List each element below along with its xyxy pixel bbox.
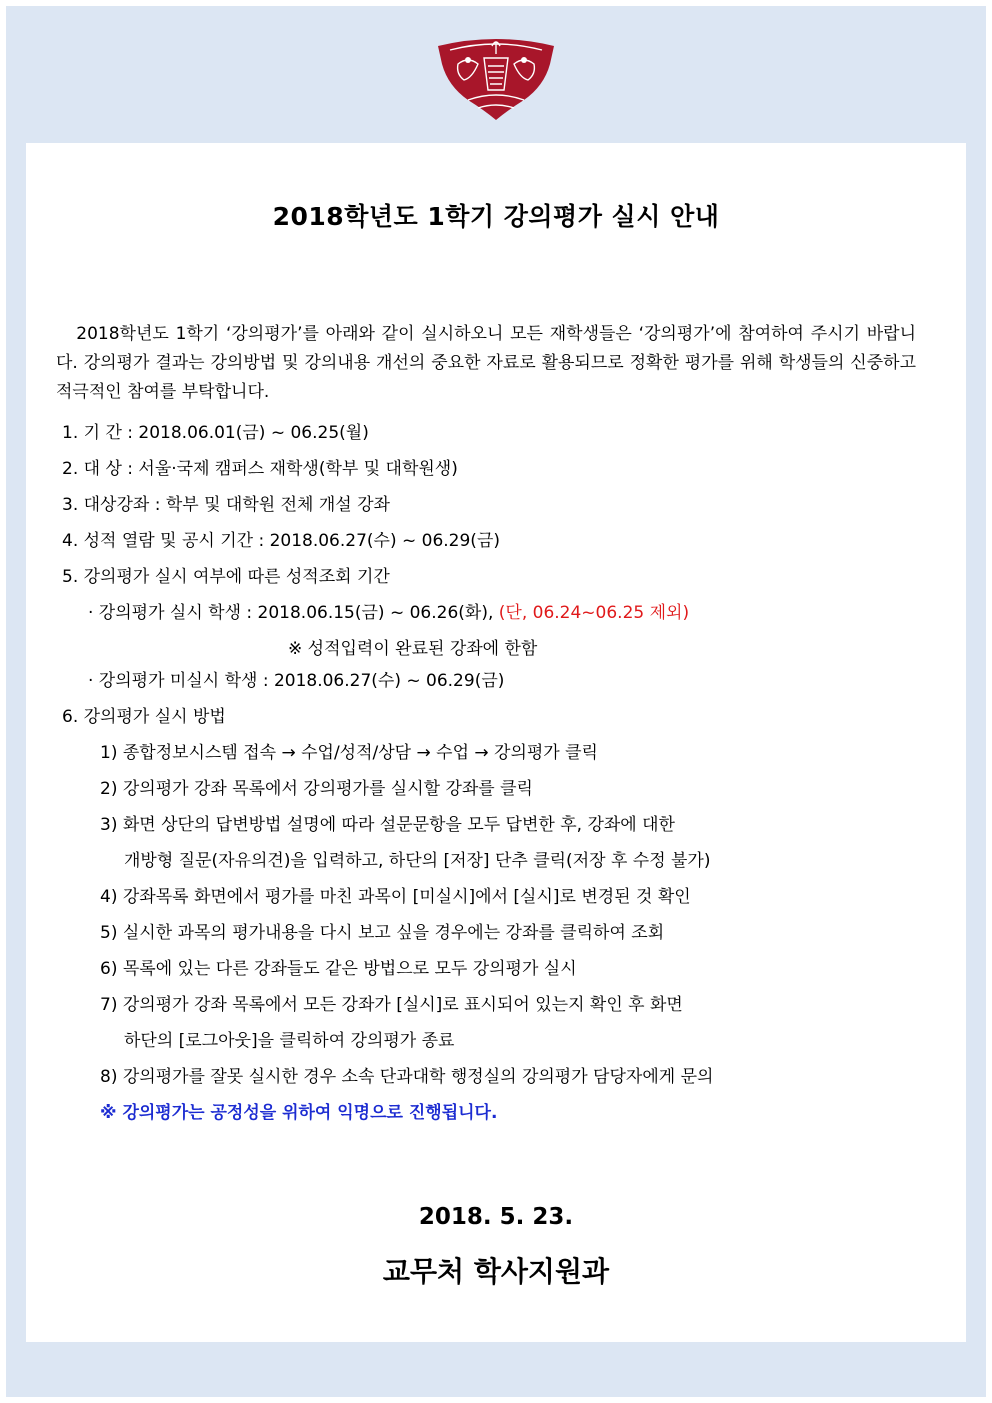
- item-target: 2. 대 상 : 서울·국제 캠퍼스 재학생(학부 및 대학원생): [62, 459, 458, 479]
- grade-input-note: ※ 성적입력이 완료된 강좌에 한함: [288, 639, 538, 659]
- step-2: 2) 강의평가 강좌 목록에서 강의평가를 실시할 강좌를 클릭: [100, 779, 533, 799]
- step-3-line-2: 개방형 질문(자유의견)을 입력하고, 하단의 [저장] 단추 클릭(저장 후 수정 불가): [124, 851, 711, 871]
- page-title: 2018학년도 1학기 강의평가 실시 안내: [272, 202, 720, 231]
- issuing-department: 교무처 학사지원과: [382, 1255, 610, 1288]
- grade-inquiry-evaluated: [88, 598, 689, 623]
- step-5: 5) 실시한 과목의 평가내용을 다시 보고 싶을 경우에는 강좌를 클릭하여 조회: [100, 923, 665, 943]
- evaluated-period: · 강의평가 실시 학생 : 2018.06.15(금) ~ 06.26(화),: [88, 603, 494, 623]
- step-1: 1) 종합정보시스템 접속 → 수업/성적/상담 → 수업 → 강의평가 클릭: [100, 743, 598, 763]
- exception-note: (단, 06.24~06.25 제외): [498, 603, 690, 623]
- item-grade-viewing: 4. 성적 열람 및 공시 기간 : 2018.06.27(수) ~ 06.29(금): [62, 531, 500, 551]
- step-4: 4) 강좌목록 화면에서 평가를 마친 과목이 [미실시]에서 [실시]로 변경된 것 확인: [100, 887, 691, 907]
- grade-inquiry-not-evaluated: · 강의평가 미실시 학생 : 2018.06.27(수) ~ 06.29(금): [88, 671, 505, 691]
- step-7-line-1: 7) 강의평가 강좌 목록에서 모든 강좌가 [실시]로 표시되어 있는지 확인 후 화면: [100, 995, 683, 1015]
- step-7-line-2: 하단의 [로그아웃]을 클릭하여 강의평가 종료: [124, 1031, 455, 1051]
- item-period: 1. 기 간 : 2018.06.01(금) ~ 06.25(월): [62, 423, 369, 443]
- intro-text: 2018학년도 1학기 ‘강의평가’를 아래와 같이 실시하오니 모든 재학생들은 ‘강의평가’에 참여하여 주시기 바랍니다. 강의평가 결과는 강의방법 및 강의내용 개선의 중요한 자료로 활용되므로 정확한 평가를 위해 학생들의 신중하고 적극적인 참여를 부탁합니다.: [56, 324, 917, 402]
- item-grade-inquiry: 5. 강의평가 실시 여부에 따른 성적조회 기간: [62, 567, 390, 587]
- item-courses: 3. 대상강좌 : 학부 및 대학원 전체 개설 강좌: [62, 495, 390, 515]
- announcement-date: 2018. 5. 23.: [418, 1204, 574, 1230]
- step-8: 8) 강의평가를 잘못 실시한 경우 소속 단과대학 행정실의 강의평가 담당자에게 문의: [100, 1067, 714, 1087]
- intro-paragraph: [56, 320, 916, 407]
- anonymity-notice: ※ 강의평가는 공정성을 위하여 익명으로 진행됩니다.: [100, 1103, 498, 1123]
- item-method: 6. 강의평가 실시 방법: [62, 707, 226, 727]
- step-3-line-1: 3) 화면 상단의 답변방법 설명에 따라 설문문항을 모두 답변한 후, 강좌에 대한: [100, 815, 675, 835]
- step-6: 6) 목록에 있는 다른 강좌들도 같은 방법으로 모두 강의평가 실시: [100, 959, 577, 979]
